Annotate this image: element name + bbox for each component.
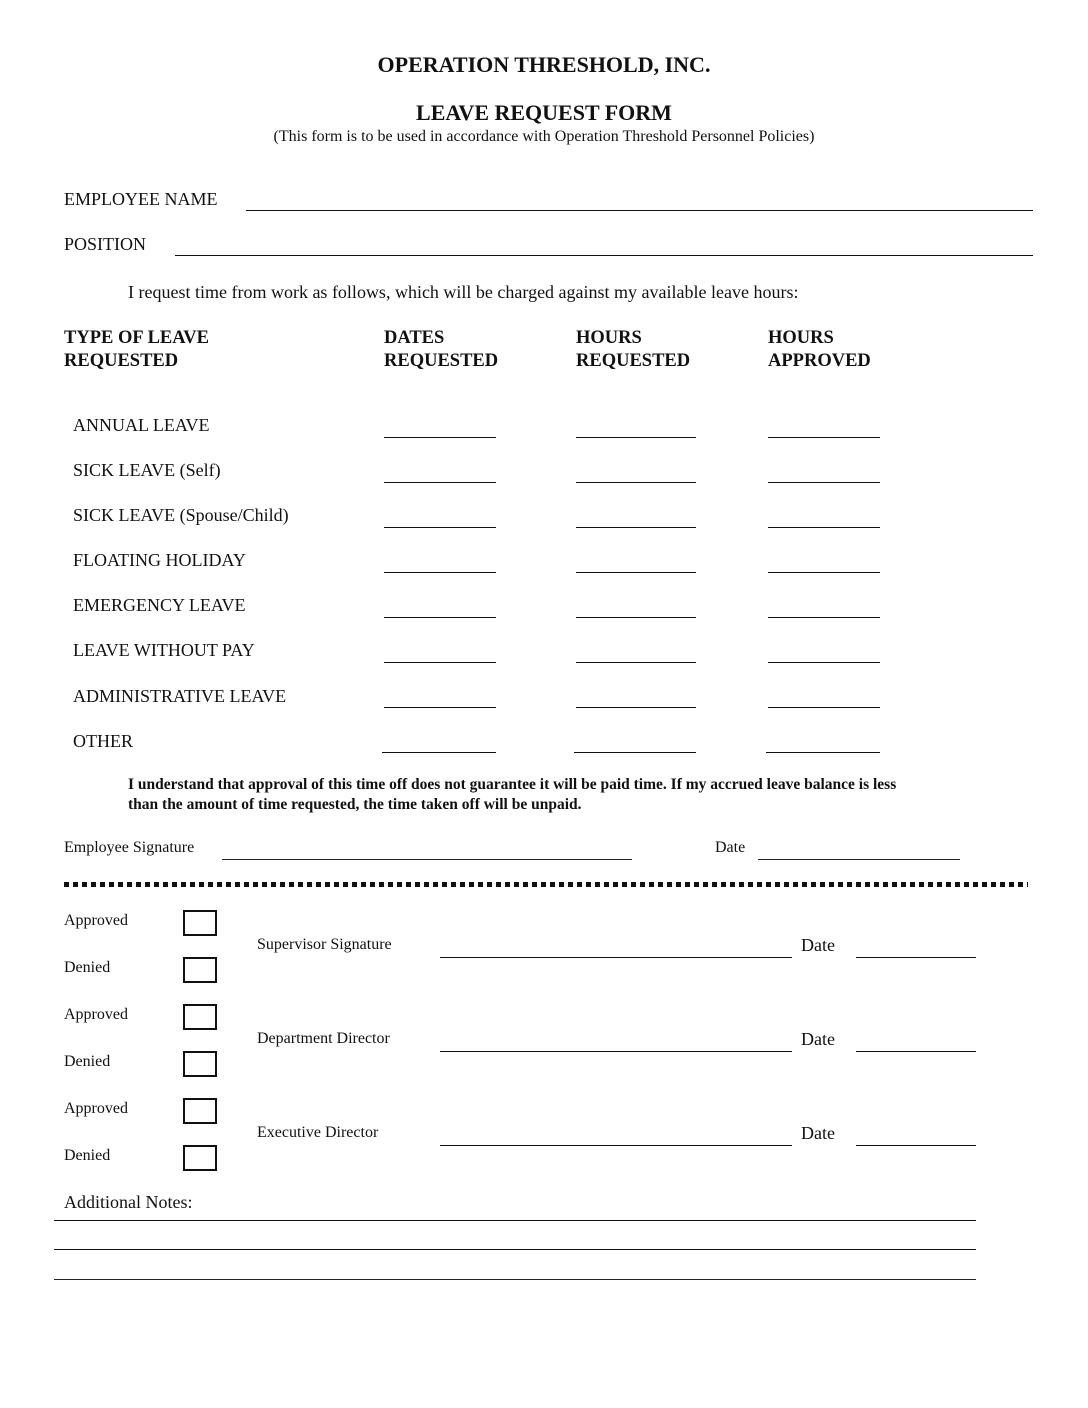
form-title: LEAVE REQUEST FORM: [416, 100, 672, 125]
employee-signature-label: Employee Signature: [64, 839, 195, 856]
supervisor-denied-label: Denied: [64, 959, 111, 976]
sick-self-hours-approved-field[interactable]: [768, 482, 880, 483]
dept-director-label: Department Director: [257, 1030, 390, 1047]
dept-director-date-field[interactable]: [856, 1051, 976, 1052]
notes-line-3[interactable]: [54, 1279, 976, 1280]
dept-director-signature-field[interactable]: [440, 1051, 792, 1052]
exec-director-date-field[interactable]: [856, 1145, 976, 1146]
emergency-dates-field[interactable]: [384, 617, 496, 618]
leave-type-sick-family: SICK LEAVE (Spouse/Child): [73, 505, 289, 525]
header-hours-requested: HOURS REQUESTED: [576, 328, 691, 371]
administrative-dates-field[interactable]: [384, 707, 496, 708]
notes-line-2[interactable]: [54, 1249, 976, 1250]
employee-date-label: Date: [715, 839, 746, 856]
dept-director-denied-checkbox[interactable]: [183, 1051, 217, 1077]
sick-family-hours-approved-field[interactable]: [768, 527, 880, 528]
emergency-hours-requested-field[interactable]: [576, 617, 696, 618]
supervisor-signature-field[interactable]: [440, 957, 792, 958]
exec-director-approved-checkbox[interactable]: [183, 1098, 217, 1124]
supervisor-signature-label: Supervisor Signature: [257, 936, 392, 953]
sick-family-hours-requested-field[interactable]: [576, 527, 696, 528]
leave-type-sick-self: SICK LEAVE (Self): [73, 460, 221, 480]
dept-director-denied-label: Denied: [64, 1053, 111, 1070]
disclaimer-text: I understand that approval of this time off does not guarantee it will be paid time. If my accrued leave balance is less than the amount of time requested, the time taken off will be unpaid.: [128, 776, 897, 813]
notes-line-1[interactable]: [54, 1220, 976, 1221]
header-hours-approved: HOURS APPROVED: [768, 328, 871, 371]
leave-type-administrative: ADMINISTRATIVE LEAVE: [73, 686, 287, 706]
other-dates-field[interactable]: [382, 752, 496, 753]
leave-type-annual: ANNUAL LEAVE: [73, 415, 210, 435]
other-hours-requested-field[interactable]: [574, 752, 696, 753]
employee-date-field[interactable]: [758, 859, 960, 860]
without-pay-hours-approved-field[interactable]: [768, 662, 880, 663]
employee-signature-field[interactable]: [222, 859, 632, 860]
leave-type-other: OTHER: [73, 731, 133, 751]
supervisor-date-label: Date: [801, 935, 835, 955]
exec-director-label: Executive Director: [257, 1124, 379, 1141]
supervisor-denied-checkbox[interactable]: [183, 957, 217, 983]
sick-self-dates-field[interactable]: [384, 482, 496, 483]
position-label: POSITION: [64, 234, 147, 254]
dotted-separator: [64, 882, 1028, 887]
header-dates-requested: DATES REQUESTED: [384, 328, 499, 371]
supervisor-date-field[interactable]: [856, 957, 976, 958]
supervisor-approved-checkbox[interactable]: [183, 910, 217, 936]
exec-director-date-label: Date: [801, 1123, 835, 1143]
supervisor-approved-label: Approved: [64, 912, 128, 929]
annual-hours-requested-field[interactable]: [576, 437, 696, 438]
emergency-hours-approved-field[interactable]: [768, 617, 880, 618]
header-type-of-leave: TYPE OF LEAVE REQUESTED: [64, 328, 209, 371]
leave-type-without-pay: LEAVE WITHOUT PAY: [73, 640, 255, 660]
dept-director-approved-checkbox[interactable]: [183, 1004, 217, 1030]
administrative-hours-approved-field[interactable]: [768, 707, 880, 708]
company-name: OPERATION THRESHOLD, INC.: [377, 52, 711, 77]
floating-holiday-dates-field[interactable]: [384, 572, 496, 573]
additional-notes-label: Additional Notes:: [64, 1192, 193, 1212]
exec-director-denied-checkbox[interactable]: [183, 1145, 217, 1171]
without-pay-dates-field[interactable]: [384, 662, 496, 663]
exec-director-denied-label: Denied: [64, 1147, 111, 1164]
annual-hours-approved-field[interactable]: [768, 437, 880, 438]
other-hours-approved-field[interactable]: [766, 752, 880, 753]
without-pay-hours-requested-field[interactable]: [576, 662, 696, 663]
exec-director-approved-label: Approved: [64, 1100, 128, 1117]
form-subtitle: (This form is to be used in accordance with Operation Threshold Personnel Policies): [273, 128, 815, 145]
exec-director-signature-field[interactable]: [440, 1145, 792, 1146]
annual-dates-field[interactable]: [384, 437, 496, 438]
request-intro: I request time from work as follows, which will be charged against my available leave hours:: [128, 282, 799, 302]
leave-type-emergency: EMERGENCY LEAVE: [73, 595, 246, 615]
employee-name-label: EMPLOYEE NAME: [64, 189, 218, 209]
floating-holiday-hours-requested-field[interactable]: [576, 572, 696, 573]
employee-name-field[interactable]: [246, 210, 1033, 211]
sick-family-dates-field[interactable]: [384, 527, 496, 528]
position-field[interactable]: [175, 255, 1033, 256]
leave-type-floating-holiday: FLOATING HOLIDAY: [73, 550, 246, 570]
dept-director-approved-label: Approved: [64, 1006, 128, 1023]
sick-self-hours-requested-field[interactable]: [576, 482, 696, 483]
administrative-hours-requested-field[interactable]: [576, 707, 696, 708]
floating-holiday-hours-approved-field[interactable]: [768, 572, 880, 573]
dept-director-date-label: Date: [801, 1029, 835, 1049]
